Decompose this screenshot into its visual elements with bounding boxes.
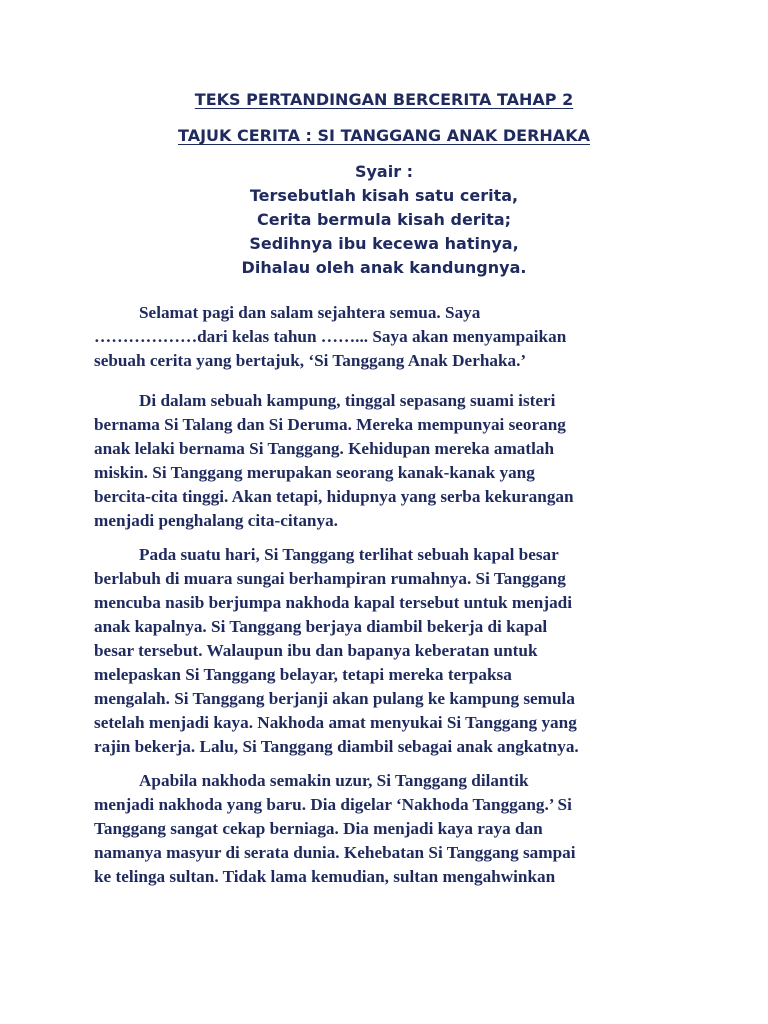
paragraph-line: mengalah. Si Tanggang berjanji akan pulang ke kampung semula	[94, 689, 575, 708]
syair-line: Tersebutlah kisah satu cerita,	[249, 186, 519, 205]
paragraph-line: Apabila nakhoda semakin uzur, Si Tanggang dilantik	[139, 771, 529, 790]
paragraph-line: setelah menjadi kaya. Nakhoda amat menyukai Si Tanggang yang	[94, 713, 577, 732]
paragraph-line: anak lelaki bernama Si Tanggang. Kehidupan mereka amatlah	[94, 439, 555, 458]
paragraph-line: berlabuh di muara sungai berhampiran rumahnya. Si Tanggang	[94, 569, 566, 588]
paragraph-line: Di dalam sebuah kampung, tinggal sepasang suami isteri	[139, 391, 556, 410]
paragraph-family	[94, 389, 684, 533]
syair-poem	[0, 160, 768, 280]
paragraph-line: sebuah cerita yang bertajuk, ‘Si Tanggang Anak Derhaka.’	[94, 351, 527, 370]
paragraph-line: miskin. Si Tanggang merupakan seorang kanak-kanak yang	[94, 463, 535, 482]
paragraph-line: Tanggang sangat cekap berniaga. Dia menjadi kaya raya dan	[94, 819, 543, 838]
syair-label: Syair :	[354, 162, 414, 181]
document-title: TEKS PERTANDINGAN BERCERITA TAHAP 2	[194, 90, 574, 109]
paragraph-line: ke telinga sultan. Tidak lama kemudian, sultan mengahwinkan	[94, 867, 556, 886]
story-title: TAJUK CERITA : SI TANGGANG ANAK DERHAKA	[178, 126, 590, 145]
paragraph-line: melepaskan Si Tanggang belayar, tetapi mereka terpaksa	[94, 665, 512, 684]
paragraph-captain	[94, 769, 684, 889]
paragraph-line: mencuba nasib berjumpa nakhoda kapal tersebut untuk menjadi	[94, 593, 573, 612]
paragraph-ship	[94, 543, 684, 759]
paragraph-line: ………………dari kelas tahun ……... Saya akan menyampaikan	[94, 327, 567, 346]
paragraph-line: rajin bekerja. Lalu, Si Tanggang diambil sebagai anak angkatnya.	[94, 737, 579, 756]
paragraph-line: Selamat pagi dan salam sejahtera semua. Saya	[139, 303, 481, 322]
paragraph-line: besar tersebut. Walaupun ibu dan bapanya keberatan untuk	[94, 641, 538, 660]
paragraph-line: Pada suatu hari, Si Tanggang terlihat sebuah kapal besar	[139, 545, 559, 564]
paragraph-line: menjadi penghalang cita-citanya.	[94, 511, 338, 530]
paragraph-line: bernama Si Talang dan Si Deruma. Mereka mempunyai seorang	[94, 415, 566, 434]
paragraph-line: anak kapalnya. Si Tanggang berjaya diambil bekerja di kapal	[94, 617, 548, 636]
syair-line: Cerita bermula kisah derita;	[256, 210, 512, 229]
syair-line: Sedihnya ibu kecewa hatinya,	[249, 234, 519, 253]
paragraph-line: bercita-cita tinggi. Akan tetapi, hidupnya yang serba kekurangan	[94, 487, 574, 506]
paragraph-greeting	[94, 301, 684, 373]
syair-line: Dihalau oleh anak kandungnya.	[241, 258, 527, 277]
paragraph-line: menjadi nakhoda yang baru. Dia digelar ‘Nakhoda Tanggang.’ Si	[94, 795, 572, 814]
paragraph-line: namanya masyur di serata dunia. Kehebatan Si Tanggang sampai	[94, 843, 576, 862]
